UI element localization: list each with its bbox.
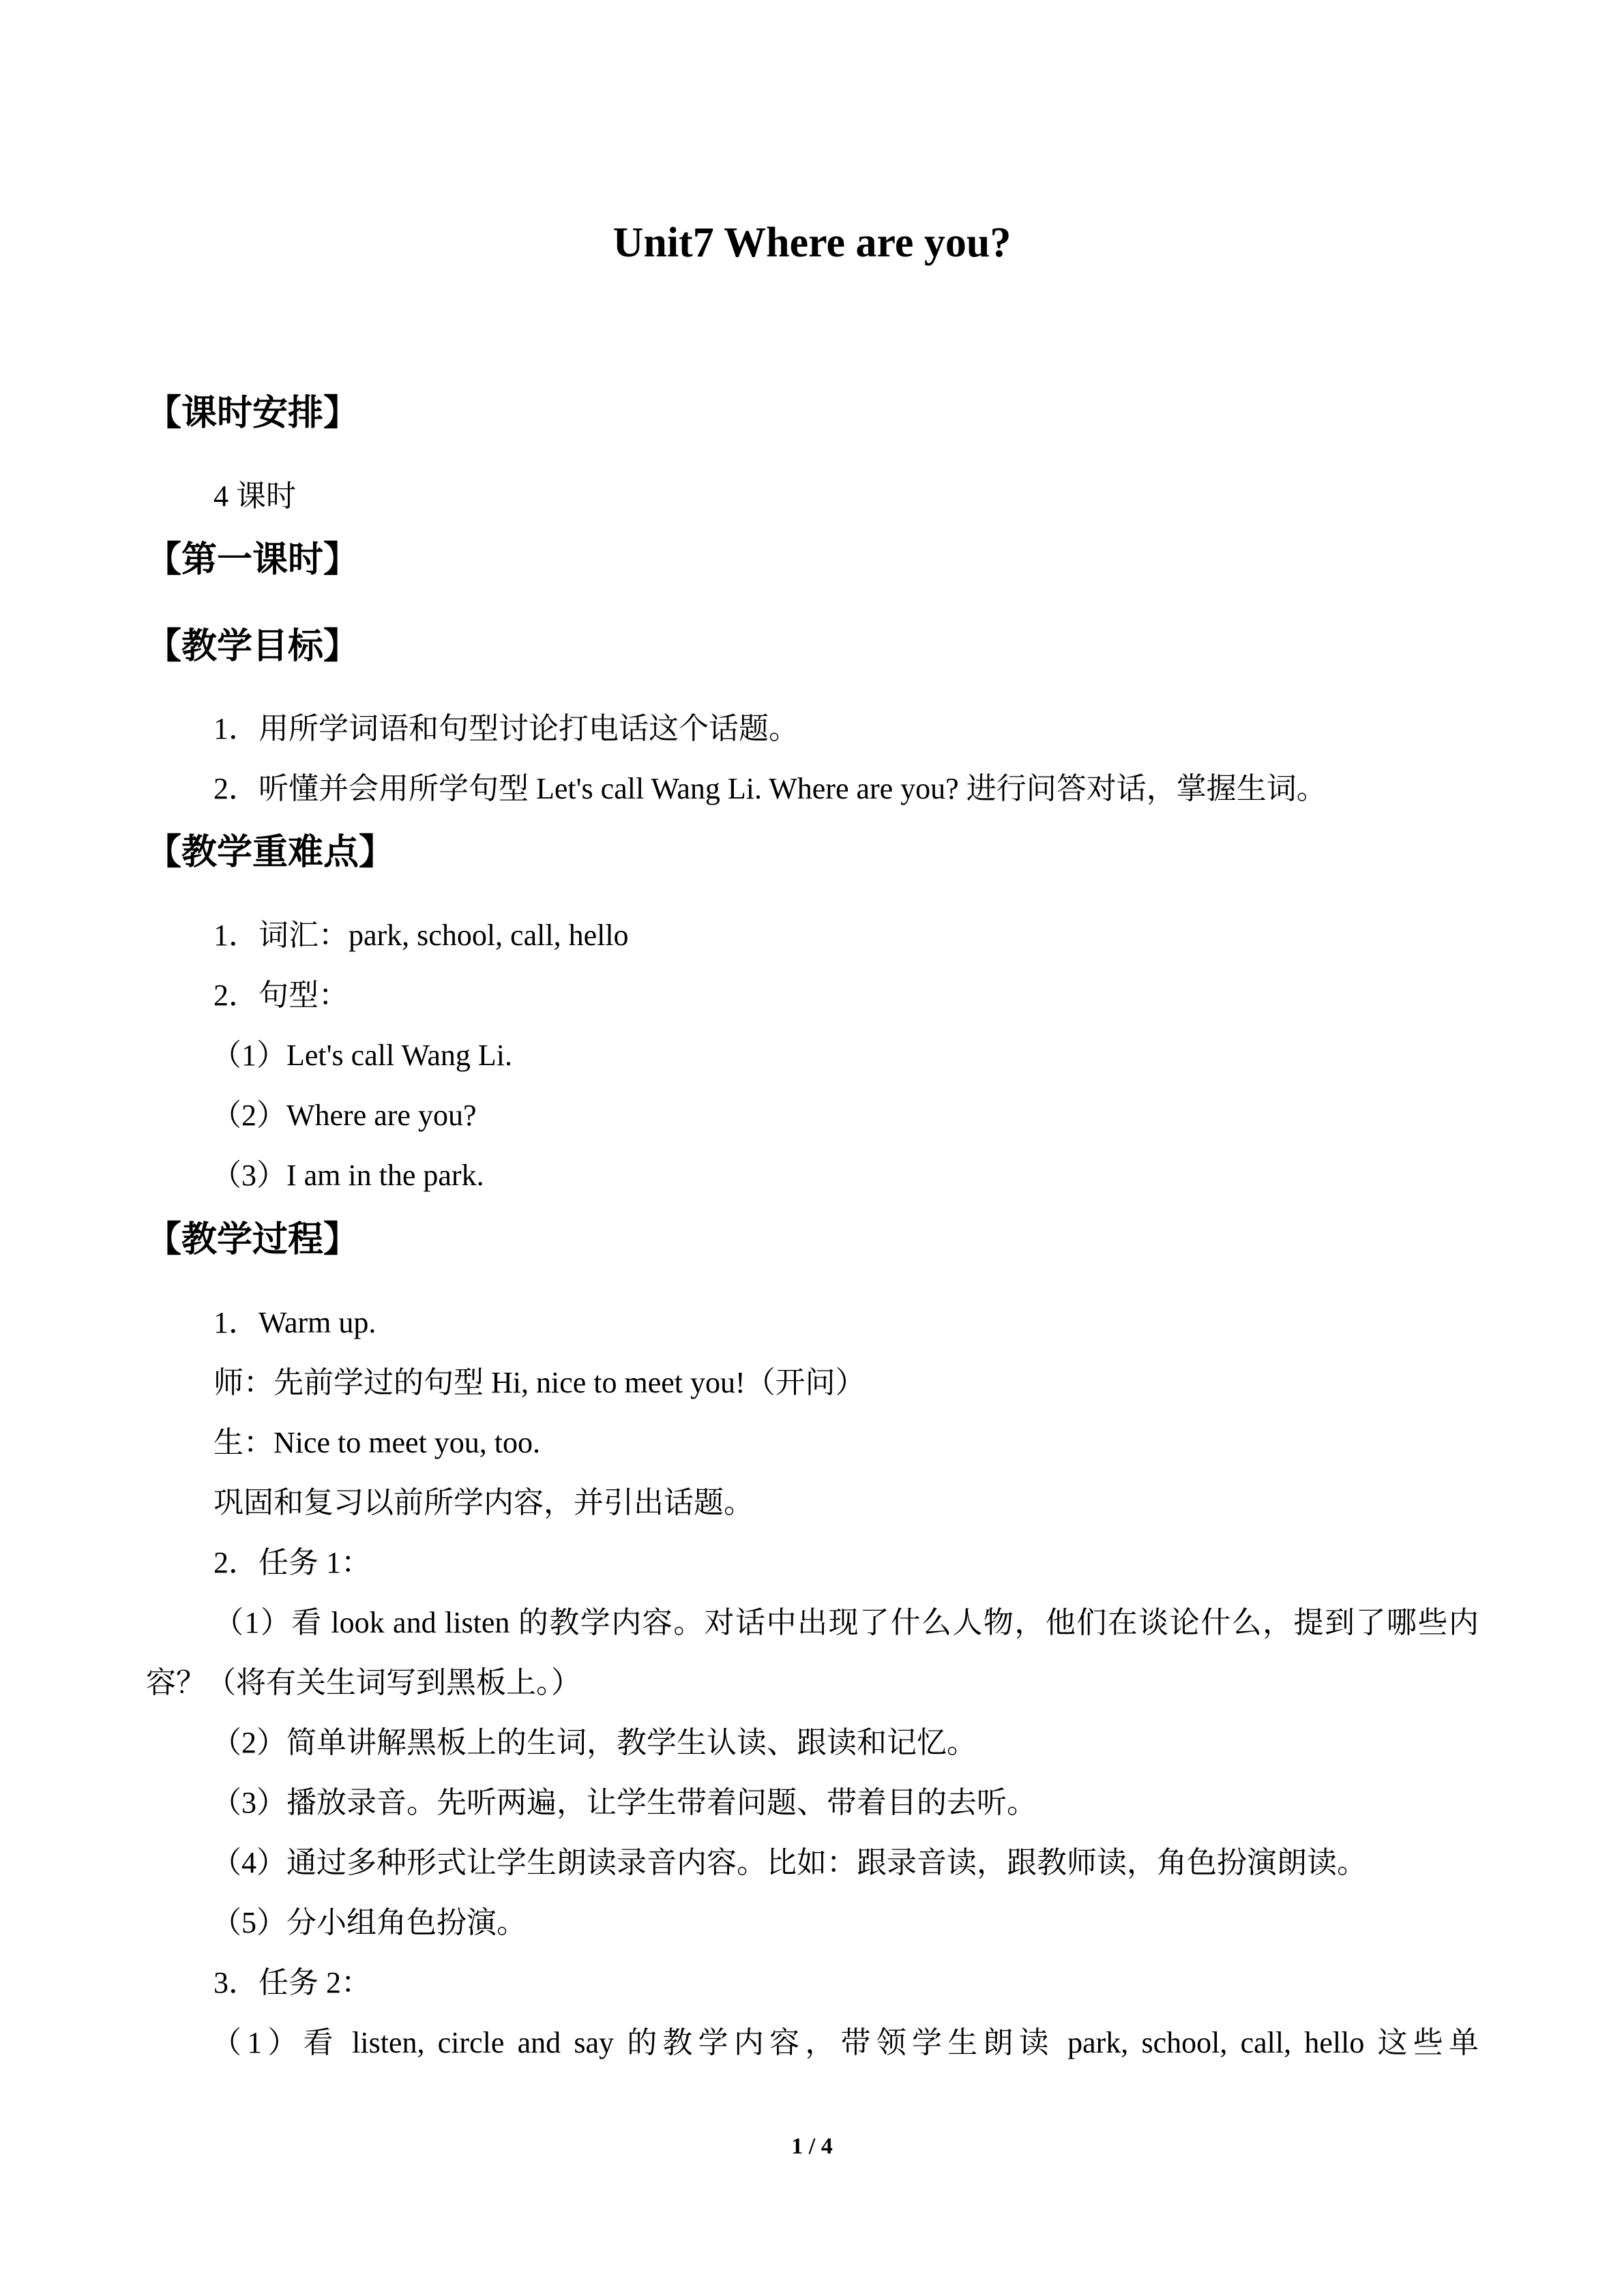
sentence-item-2: （2）Where are you? [211, 1099, 477, 1132]
goal-item-2: 2．听懂并会用所学句型 Let's call Wang Li. Where are you? 进行问答对话，掌握生词。 [213, 772, 1327, 805]
process-student-line: 生：Nice to meet you, too. [213, 1426, 541, 1459]
process-step-2: 2．任务 1： [213, 1546, 371, 1579]
process-step-3: 3．任务 2： [213, 1966, 371, 1999]
key-item-sentences: 2．句型： [213, 979, 349, 1012]
process-teacher-line: 师：先前学过的句型 Hi, nice to meet you!（开问） [213, 1366, 866, 1399]
process-step-1: 1．Warm up. [213, 1306, 377, 1339]
task1-item-4: （4）通过多种形式让学生朗读录音内容。比如：跟录音读，跟教师读，角色扮演朗读。 [211, 1846, 1367, 1879]
task1-item-5: （5）分小组角色扮演。 [211, 1906, 527, 1939]
task1-item-3: （3）播放录音。先听两遍，让学生带着问题、带着目的去听。 [211, 1786, 1037, 1819]
heading-schedule: 【课时安排】 [146, 393, 359, 434]
task2-item-1: （1）看 listen, circle and say 的教学内容，带领学生朗读 park, school, call, hello 这些单 [211, 2026, 1479, 2059]
page-number: 1 / 4 [791, 2134, 833, 2159]
heading-goals: 【教学目标】 [146, 626, 359, 667]
heading-key-points: 【教学重难点】 [146, 832, 395, 873]
heading-first-lesson: 【第一课时】 [146, 539, 359, 580]
task1-item-1: （1）看 look and listen 的教学内容。对话中出现了什么人物，他们在谈论什么，提到了哪些内容？（将有关生词写到黑板上。） [146, 1606, 1479, 1699]
heading-process: 【教学过程】 [146, 1219, 359, 1260]
sentence-item-3: （3）I am in the park. [211, 1159, 484, 1192]
sentence-item-1: （1）Let's call Wang Li. [211, 1039, 513, 1072]
task1-item-2: （2）简单讲解黑板上的生词，教学生认读、跟读和记忆。 [211, 1726, 977, 1759]
key-item-vocabulary: 1．词汇：park, school, call, hello [213, 919, 629, 952]
process-consolidate-line: 巩固和复习以前所学内容，并引出话题。 [213, 1486, 754, 1519]
goal-item-1: 1．用所学词语和句型讨论打电话这个话题。 [213, 712, 799, 745]
document-title: Unit7 Where are you? [612, 220, 1012, 266]
schedule-text: 4 课时 [213, 479, 296, 513]
